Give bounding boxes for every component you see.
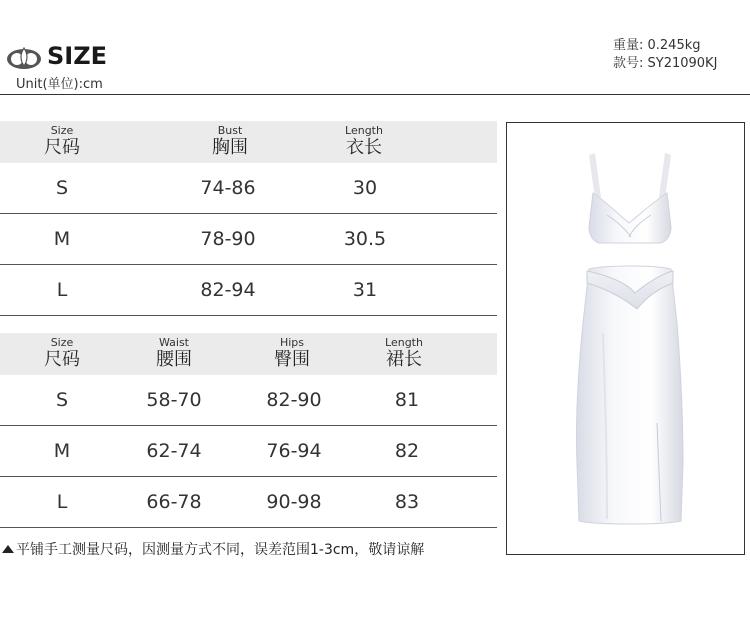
table-row xyxy=(0,426,497,477)
measurement-note xyxy=(2,539,424,559)
cell-bust: 82-94 xyxy=(200,279,256,301)
header-divider xyxy=(0,94,750,95)
table-row xyxy=(0,477,497,528)
table-row xyxy=(0,214,497,265)
unit-label: Unit(单位):cm xyxy=(16,77,103,92)
bottom-size-table xyxy=(0,333,497,528)
size-title: SIZE xyxy=(47,42,108,70)
cell-waist: 66-78 xyxy=(146,491,202,513)
cell-hips: 82-90 xyxy=(266,389,322,411)
style-number-label: 款号: SY21090KJ xyxy=(613,56,718,71)
white-crop-top-and-skirt-set-icon xyxy=(507,123,744,554)
product-photo xyxy=(506,122,745,555)
cell-length: 30 xyxy=(352,177,378,199)
product-meta xyxy=(613,37,717,73)
cell-bust: 78-90 xyxy=(200,228,256,250)
cell-size: M xyxy=(53,440,71,462)
header-waist: Waist 腰围 xyxy=(156,336,192,370)
header-size: Size 尺码 xyxy=(44,336,80,370)
cell-size: L xyxy=(56,491,68,513)
top-size-table xyxy=(0,121,497,316)
table-row xyxy=(0,163,497,214)
cell-hips: 76-94 xyxy=(266,440,322,462)
header-hips: Hips 臀围 xyxy=(274,336,310,370)
table-row xyxy=(0,375,497,426)
cell-size: L xyxy=(56,279,68,301)
note-text: 平铺手工测量尺码，因测量方式不同，误差范围1-3cm，敬请谅解 xyxy=(16,542,425,558)
table-header xyxy=(0,333,497,375)
weight-label: 重量: 0.245kg xyxy=(613,38,701,53)
cell-waist: 58-70 xyxy=(146,389,202,411)
table-row xyxy=(0,265,497,316)
cell-waist: 62-74 xyxy=(146,440,202,462)
lotus-logo-icon xyxy=(6,44,42,70)
cell-hips: 90-98 xyxy=(266,491,322,513)
cell-length: 31 xyxy=(352,279,378,301)
header-bust: Bust 胸围 xyxy=(212,124,248,158)
cell-length: 81 xyxy=(394,389,420,411)
header-length: Length 衣长 xyxy=(345,124,383,158)
header-length: Length 裙长 xyxy=(385,336,423,370)
table-header xyxy=(0,121,497,163)
triangle-up-icon xyxy=(2,545,14,553)
cell-length: 83 xyxy=(394,491,420,513)
cell-size: M xyxy=(53,228,71,250)
cell-length: 82 xyxy=(394,440,420,462)
cell-length: 30.5 xyxy=(343,228,387,250)
cell-bust: 74-86 xyxy=(200,177,256,199)
header-size: Size 尺码 xyxy=(44,124,80,158)
cell-size: S xyxy=(55,389,69,411)
cell-size: S xyxy=(55,177,69,199)
